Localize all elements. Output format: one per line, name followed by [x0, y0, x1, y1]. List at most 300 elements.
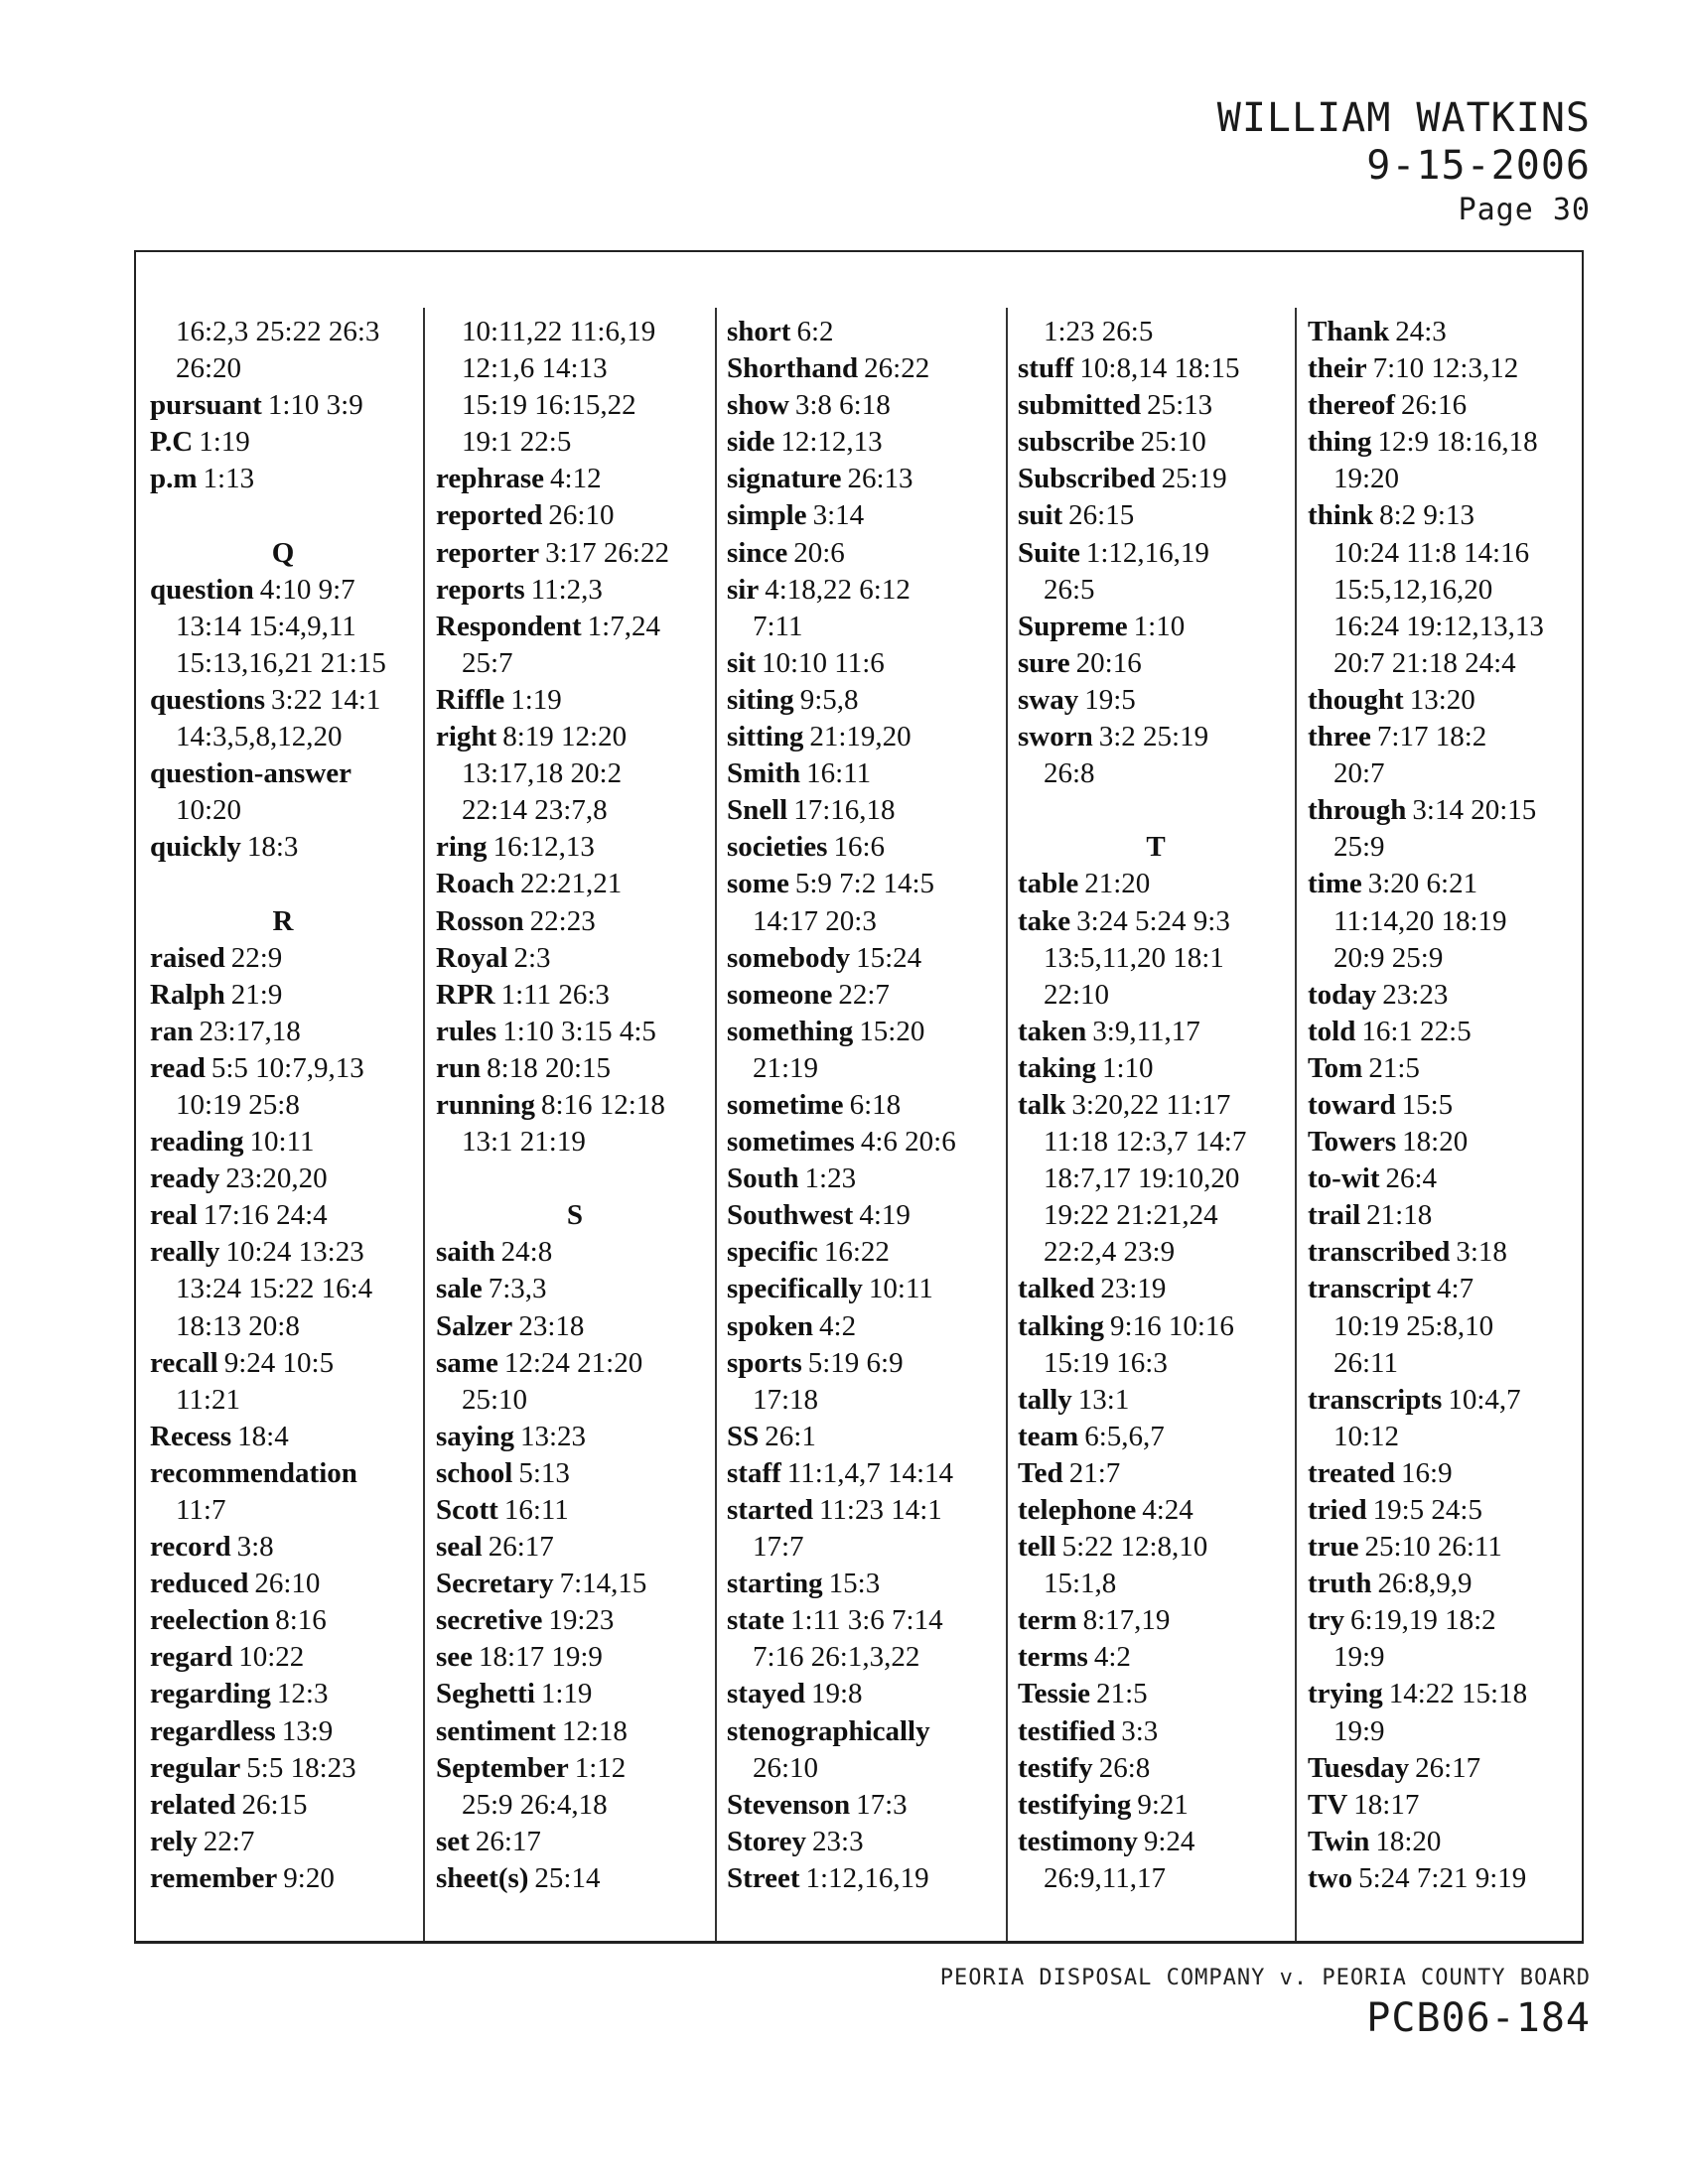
blank-line: [1018, 792, 1294, 829]
index-frame: [134, 250, 1584, 1944]
index-term: Shorthand: [727, 352, 859, 385]
index-entry: [1308, 1676, 1578, 1712]
page-line-refs: 10:10 11:6: [762, 646, 885, 679]
index-entry: [727, 1014, 1005, 1050]
index-term: through: [1308, 794, 1407, 827]
index-term: short: [727, 316, 791, 347]
index-term: some: [727, 868, 789, 900]
index-term: Tuesday: [1308, 1751, 1410, 1784]
index-term: questions: [150, 683, 266, 716]
index-term: since: [727, 536, 788, 569]
index-term: South: [727, 1162, 799, 1195]
index-continuation: 25:10: [462, 1383, 528, 1416]
index-term: sheet(s): [436, 1861, 529, 1894]
index-term: specifically: [727, 1273, 863, 1305]
index-entry: [1018, 1639, 1294, 1676]
index-entry: [1018, 535, 1294, 572]
index-entry: [436, 1234, 714, 1271]
index-term: testimony: [1018, 1825, 1138, 1857]
page-line-refs: 17:16 24:4: [203, 1199, 328, 1232]
index-entry: [1018, 497, 1294, 534]
index-term: Street: [727, 1861, 800, 1894]
index-entry: [727, 1197, 1005, 1234]
index-term: tried: [1308, 1494, 1367, 1526]
index-entry: [1308, 977, 1578, 1014]
index-continuation: 15:1,8: [1044, 1568, 1117, 1600]
page-line-refs: 22:23: [529, 904, 596, 937]
index-term: seal: [436, 1531, 483, 1564]
page-line-refs: 4:6 20:6: [860, 1126, 956, 1159]
index-term: Storey: [727, 1825, 807, 1857]
index-continuation: 13:24 15:22 16:4: [176, 1273, 373, 1305]
page-line-refs: 11:23 14:1: [818, 1494, 942, 1526]
index-term: RPR: [436, 978, 495, 1011]
index-continuation: 19:1 22:5: [462, 426, 572, 459]
page-line-refs: 8:16 12:18: [540, 1088, 665, 1121]
index-term: Seghetti: [436, 1678, 535, 1710]
index-entry: [1018, 461, 1294, 497]
index-term: right: [436, 721, 497, 753]
index-continuation: 19:22 21:21,24: [1044, 1199, 1218, 1232]
index-entry: [1308, 424, 1578, 461]
index-column-1: [150, 314, 416, 1922]
index-term: three: [1308, 721, 1371, 753]
page-line-refs: 13:1: [1077, 1383, 1130, 1416]
page-line-refs: 19:23: [548, 1604, 615, 1637]
index-entry: [1018, 350, 1294, 387]
index-continuation: 26:5: [1044, 573, 1095, 606]
page-line-refs: 22:21,21: [519, 868, 623, 900]
page-line-refs: 23:3: [812, 1825, 864, 1857]
index-term: Ralph: [150, 978, 225, 1011]
index-entry: [1018, 645, 1294, 682]
page-line-refs: 12:9 18:16,18: [1377, 426, 1538, 459]
index-entry: [150, 1160, 416, 1197]
index-entry: [1018, 1014, 1294, 1050]
index-continuation: 13:17,18 20:2: [462, 757, 623, 790]
page-line-refs: 17:16,18: [793, 794, 896, 827]
index-entry: [436, 1750, 714, 1787]
index-term: Stevenson: [727, 1788, 851, 1821]
page-line-refs: 18:3: [246, 831, 299, 864]
index-entry: [1018, 1787, 1294, 1824]
index-entry: [150, 1566, 416, 1602]
page-line-refs: 4:2: [1093, 1641, 1131, 1674]
page-line-refs: 1:19: [540, 1678, 593, 1710]
page-line-refs: 26:4: [1385, 1162, 1438, 1195]
index-entry: [727, 829, 1005, 866]
index-entry: [436, 1824, 714, 1860]
page-line-refs: 18:20: [1402, 1126, 1469, 1159]
index-entry: [1308, 1197, 1578, 1234]
page-line-refs: 1:13: [203, 463, 255, 495]
index-term: think: [1308, 499, 1374, 532]
index-term: sometime: [727, 1088, 844, 1121]
section-letter: S: [566, 1199, 584, 1232]
index-term: read: [150, 1051, 206, 1084]
page-line-refs: 15:3: [828, 1568, 881, 1600]
index-term: sure: [1018, 646, 1070, 679]
page-line-refs: 17:3: [856, 1788, 908, 1821]
index-term: rephrase: [436, 463, 545, 495]
page-line-refs: 26:1: [765, 1420, 816, 1452]
index-term: Smith: [727, 757, 801, 790]
index-entry: [1018, 1676, 1294, 1712]
page-line-refs: 13:20: [1409, 683, 1475, 716]
column-divider: [1006, 308, 1008, 1942]
index-entry: [1308, 1271, 1578, 1307]
page-line-refs: 3:3: [1121, 1714, 1159, 1747]
index-entry: [1308, 1234, 1578, 1271]
index-entry: [150, 977, 416, 1014]
page-line-refs: 21:7: [1068, 1456, 1121, 1489]
bottom-rule: [134, 1941, 1584, 1944]
index-term: raised: [150, 941, 225, 974]
index-entry: [150, 1529, 416, 1566]
index-entry: [150, 1050, 416, 1087]
index-continuation: 16:24 19:12,13,13: [1333, 610, 1544, 642]
index-columns: [136, 252, 1582, 1942]
index-term: tell: [1018, 1531, 1056, 1564]
index-entry: [727, 1602, 1005, 1639]
index-term: saying: [436, 1420, 514, 1452]
page-line-refs: 23:17,18: [199, 1015, 301, 1047]
index-entry: [436, 682, 714, 719]
index-entry: [727, 1308, 1005, 1345]
index-continuation: 10:11,22 11:6,19: [462, 316, 656, 347]
page-line-refs: 10:24 13:23: [225, 1236, 364, 1269]
page-line-refs: 9:24: [1143, 1825, 1195, 1857]
index-term: term: [1018, 1604, 1077, 1637]
index-term: question: [150, 573, 254, 606]
index-entry: [1018, 1419, 1294, 1455]
index-entry: [727, 792, 1005, 829]
index-entry: [1308, 1750, 1578, 1787]
index-continuation: 26:10: [753, 1751, 819, 1784]
index-term: same: [436, 1346, 498, 1379]
page-line-refs: 3:18: [1456, 1236, 1507, 1269]
index-term: sway: [1018, 683, 1079, 716]
page-line-refs: 20:16: [1075, 646, 1142, 679]
index-entry: [727, 940, 1005, 977]
page-line-refs: 3:9,11,17: [1092, 1015, 1200, 1047]
index-entry: [727, 1860, 1005, 1897]
page-line-refs: 19:5 24:5: [1372, 1494, 1482, 1526]
page-line-refs: 10:8,14 18:15: [1079, 352, 1240, 385]
index-term: spoken: [727, 1309, 814, 1342]
index-term: P.C: [150, 426, 194, 459]
page-line-refs: 25:13: [1147, 389, 1213, 422]
index-continuation: 14:17 20:3: [753, 904, 877, 937]
index-continuation: 15:13,16,21 21:15: [176, 646, 386, 679]
index-entry: [727, 1824, 1005, 1860]
index-entry: [1308, 497, 1578, 534]
index-term: thereof: [1308, 389, 1396, 422]
index-continuation: 14:3,5,8,12,20: [176, 721, 343, 753]
index-term: started: [727, 1494, 813, 1526]
index-continuation: 10:12: [1333, 1420, 1400, 1452]
index-term: sir: [727, 573, 760, 606]
index-term: run: [436, 1051, 482, 1084]
index-continuation: 26:20: [176, 352, 242, 385]
index-continuation: 17:7: [753, 1531, 804, 1564]
index-entry: [1018, 424, 1294, 461]
index-entry: [727, 1676, 1005, 1712]
index-term: recommendation: [150, 1456, 357, 1489]
page-line-refs: 18:17 19:9: [479, 1641, 603, 1674]
page-line-refs: 1:10: [1101, 1051, 1154, 1084]
index-term: reelection: [150, 1604, 270, 1637]
index-term: ring: [436, 831, 488, 864]
index-term: Roach: [436, 868, 514, 900]
page-line-refs: 5:9 7:2 14:5: [794, 868, 934, 900]
index-term: terms: [1018, 1641, 1088, 1674]
index-term: ready: [150, 1162, 220, 1195]
index-term: testifying: [1018, 1788, 1132, 1821]
index-term: thought: [1308, 683, 1404, 716]
page-line-refs: 1:19: [510, 683, 562, 716]
index-term: real: [150, 1199, 198, 1232]
index-continuation: 13:1 21:19: [462, 1126, 586, 1159]
index-entry: [727, 535, 1005, 572]
page-line-refs: 5:22 12:8,10: [1061, 1531, 1208, 1564]
page-line-refs: 3:14 20:15: [1412, 794, 1537, 827]
index-continuation: 19:20: [1333, 463, 1400, 495]
index-continuation: 7:11: [753, 610, 803, 642]
index-entry: [1018, 682, 1294, 719]
index-entry: [1018, 1087, 1294, 1124]
index-term: somebody: [727, 941, 851, 974]
index-entry: [727, 1087, 1005, 1124]
page-line-refs: 21:5: [1096, 1678, 1148, 1710]
index-term: reporter: [436, 536, 540, 569]
index-term: regard: [150, 1641, 233, 1674]
index-term: take: [1018, 904, 1071, 937]
index-entry: [436, 1676, 714, 1712]
page-line-refs: 26:22: [864, 352, 930, 385]
page-line-refs: 3:14: [812, 499, 865, 532]
index-entry: [150, 682, 416, 719]
section-letter: T: [1146, 831, 1166, 864]
index-entry: [727, 314, 1005, 350]
index-entry: [436, 1087, 714, 1124]
index-term: Suite: [1018, 536, 1080, 569]
index-term: talked: [1018, 1273, 1095, 1305]
index-term: something: [727, 1015, 854, 1047]
page-line-refs: 12:24 21:20: [503, 1346, 643, 1379]
index-entry: [1308, 1492, 1578, 1529]
index-entry: [436, 903, 714, 940]
index-entry: [150, 1750, 416, 1787]
index-continuation: 10:20: [176, 794, 242, 827]
index-entry: [436, 1345, 714, 1382]
index-term: stayed: [727, 1678, 805, 1710]
page-line-refs: 1:11 26:3: [500, 978, 610, 1011]
page-line-refs: 1:19: [199, 426, 250, 459]
index-continuation: 15:19 16:15,22: [462, 389, 636, 422]
index-entry: [150, 1455, 416, 1492]
page-line-refs: 21:18: [1366, 1199, 1433, 1232]
index-term: siting: [727, 683, 794, 716]
index-entry: [727, 1492, 1005, 1529]
page-line-refs: 6:2: [796, 316, 834, 347]
column-divider: [1295, 308, 1297, 1942]
page-line-refs: 3:8 6:18: [794, 389, 891, 422]
index-term: team: [1018, 1420, 1079, 1452]
index-term: school: [436, 1456, 513, 1489]
index-term: taking: [1018, 1051, 1096, 1084]
page-line-refs: 16:1 22:5: [1361, 1015, 1472, 1047]
index-term: sale: [436, 1273, 483, 1305]
page-line-refs: 26:8,9,9: [1377, 1568, 1473, 1600]
index-term: rely: [150, 1825, 198, 1857]
index-entry: [1308, 1050, 1578, 1087]
page-line-refs: 12:3: [276, 1678, 329, 1710]
index-entry: [150, 572, 416, 609]
index-entry: [727, 1455, 1005, 1492]
index-continuation: 19:9: [1333, 1641, 1385, 1674]
index-term: thing: [1308, 426, 1372, 459]
index-continuation: 25:9: [1333, 831, 1385, 864]
page-line-refs: 4:2: [819, 1309, 857, 1342]
index-entry: [1308, 1602, 1578, 1639]
case-caption: PEORIA DISPOSAL COMPANY v. PEORIA COUNTY BOARD: [939, 1966, 1591, 1990]
index-continuation: 10:19 25:8: [176, 1088, 300, 1121]
index-term: societies: [727, 831, 828, 864]
index-term: Twin: [1308, 1825, 1370, 1857]
index-term: taken: [1018, 1015, 1087, 1047]
page-line-refs: 10:11: [249, 1126, 315, 1159]
index-entry: [150, 1197, 416, 1234]
index-entry: [150, 1639, 416, 1676]
page-line-refs: 3:24 5:24 9:3: [1076, 904, 1230, 937]
index-term: record: [150, 1531, 231, 1564]
page-line-refs: 19:5: [1084, 683, 1136, 716]
index-entry: [436, 1602, 714, 1639]
index-entry: [1308, 1087, 1578, 1124]
index-entry: [1308, 1014, 1578, 1050]
index-entry: [1308, 1529, 1578, 1566]
page-line-refs: 1:12,16,19: [805, 1861, 929, 1894]
index-entry: [150, 1124, 416, 1160]
index-term: Southwest: [727, 1199, 854, 1232]
page-line-refs: 15:24: [856, 941, 922, 974]
index-term: Tessie: [1018, 1678, 1091, 1710]
index-entry: [727, 1234, 1005, 1271]
index-entry: [436, 940, 714, 977]
index-column-2: [436, 314, 714, 1922]
index-entry: [150, 829, 416, 866]
index-entry: [436, 535, 714, 572]
index-continuation: 26:9,11,17: [1044, 1861, 1166, 1894]
page-line-refs: 21:20: [1084, 868, 1151, 900]
index-continuation: 12:1,6 14:13: [462, 352, 608, 385]
index-entry: [727, 424, 1005, 461]
index-term: regular: [150, 1751, 241, 1784]
page-line-refs: 12:12,13: [780, 426, 883, 459]
page-line-refs: 3:2 25:19: [1098, 721, 1209, 753]
page-line-refs: 6:18: [849, 1088, 902, 1121]
index-term: Recess: [150, 1420, 232, 1452]
index-entry: [436, 977, 714, 1014]
index-continuation: 7:16 26:1,3,22: [753, 1641, 920, 1674]
index-entry: [727, 755, 1005, 792]
index-term: subscribe: [1018, 426, 1135, 459]
page-line-refs: 26:13: [847, 463, 913, 495]
index-term: talk: [1018, 1088, 1066, 1121]
page-line-refs: 25:10 26:11: [1364, 1531, 1502, 1564]
index-entry: [727, 572, 1005, 609]
index-continuation: 11:14,20 18:19: [1333, 904, 1507, 937]
index-term: rules: [436, 1015, 497, 1047]
index-entry: [727, 977, 1005, 1014]
index-entry: [1308, 866, 1578, 902]
index-entry: [436, 1713, 714, 1750]
index-entry: [1308, 1860, 1578, 1897]
index-entry: [436, 1492, 714, 1529]
index-continuation: 18:7,17 19:10,20: [1044, 1162, 1240, 1195]
page-line-refs: 15:20: [859, 1015, 925, 1047]
index-term: trail: [1308, 1199, 1361, 1232]
page-line-refs: 16:9: [1401, 1456, 1453, 1489]
index-term: try: [1308, 1604, 1345, 1637]
page-line-refs: 10:4,7: [1448, 1383, 1521, 1416]
index-continuation: 22:14 23:7,8: [462, 794, 608, 827]
index-entry: [1308, 1124, 1578, 1160]
index-entry: [1308, 350, 1578, 387]
index-entry: [1018, 1750, 1294, 1787]
page-line-refs: 16:11: [503, 1494, 569, 1526]
page-line-refs: 5:13: [518, 1456, 570, 1489]
index-continuation: 11:18 12:3,7 14:7: [1044, 1126, 1247, 1159]
index-entry: [1018, 1308, 1294, 1345]
index-term: signature: [727, 463, 842, 495]
index-entry: [150, 1234, 416, 1271]
page-line-refs: 16:12,13: [492, 831, 595, 864]
page-line-refs: 22:9: [230, 941, 283, 974]
index-continuation: 15:5,12,16,20: [1333, 573, 1493, 606]
index-term: time: [1308, 868, 1362, 900]
index-term: sentiment: [436, 1714, 556, 1747]
index-entry: [436, 609, 714, 645]
index-entry: [150, 461, 416, 497]
index-term: see: [436, 1641, 474, 1674]
index-entry: [727, 645, 1005, 682]
index-term: their: [1308, 352, 1367, 385]
index-term: set: [436, 1825, 470, 1857]
index-entry: [1308, 682, 1578, 719]
page-line-refs: 2:3: [513, 941, 551, 974]
page-line-refs: 15:5: [1401, 1088, 1454, 1121]
index-term: Rosson: [436, 904, 524, 937]
page-line-refs: 26:8: [1098, 1751, 1151, 1784]
index-entry: [727, 1566, 1005, 1602]
index-entry: [727, 350, 1005, 387]
page-line-refs: 26:15: [241, 1788, 308, 1821]
page-line-refs: 24:3: [1395, 316, 1447, 347]
case-number: PCB06-184: [1366, 1995, 1591, 2041]
page-line-refs: 9:24 10:5: [223, 1346, 335, 1379]
page-line-refs: 7:3,3: [488, 1273, 547, 1305]
page-line-refs: 10:11: [868, 1273, 933, 1305]
index-term: simple: [727, 499, 807, 532]
index-term: suit: [1018, 499, 1063, 532]
index-term: reported: [436, 499, 543, 532]
section-letter: Q: [271, 536, 295, 569]
index-continuation: 25:9 26:4,18: [462, 1788, 608, 1821]
page-line-refs: 1:23: [804, 1162, 857, 1195]
index-entry: [1308, 1787, 1578, 1824]
